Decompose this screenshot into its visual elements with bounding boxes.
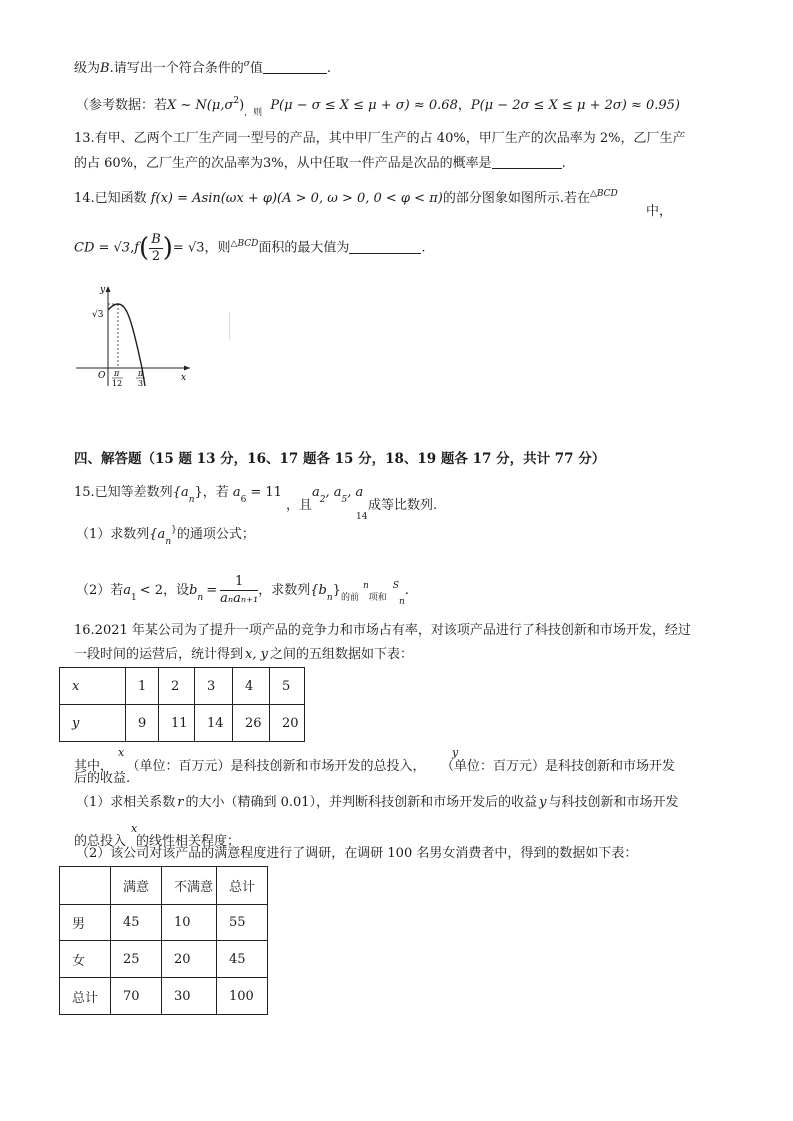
q16-text: （单位：百万元）是科技创新和市场开发的总投入， [133, 759, 426, 774]
table-cell: 55 [217, 905, 268, 941]
table-cell: 3 [195, 668, 233, 705]
table-row [60, 705, 305, 742]
q15-term-sub: 2 [319, 495, 326, 505]
section4-title: 四、解答题（15 题 13 分，16、17 题各 15 分，18、19 题各 17 分，共计 77 分） [74, 451, 606, 467]
q16-vars: x, y [245, 647, 268, 662]
q13-line1: 13.有甲、乙两个工厂生产同一型号的产品，其中甲厂生产的占 40%，甲厂生产的次品率为 2%，乙厂生产 [74, 131, 686, 146]
q16-line1: 16.2021 年某公司为了提升一项产品的竞争力和市场占有率，对该项产品进行了科技创新和市场开发，经过 [74, 623, 691, 638]
q12-ref-text: （参考数据：若 [76, 98, 168, 113]
q15-p2-S-sub: n [398, 597, 405, 607]
q12-ref-sup: 2 [233, 96, 240, 106]
q12-ref-dist: X ~ N(μ,σ [167, 98, 234, 113]
q12-answer-blank [263, 60, 327, 74]
table-cell: 100 [217, 978, 268, 1015]
sine-graph [68, 282, 198, 392]
q12-ref-p1: P(μ − σ ≤ X ≤ μ + σ) ≈ 0.68 [270, 98, 458, 113]
graph-x-label: x [181, 373, 187, 383]
q15-p2-seq-close: } [332, 583, 341, 598]
q12-ref-comma: ， [457, 98, 471, 113]
q16-p1-r: r [177, 795, 184, 810]
q15-p1-seq: {a [149, 527, 166, 542]
q15-part1 [76, 526, 255, 545]
table-header-row [60, 867, 268, 905]
q15-seq-sub: n [188, 495, 195, 505]
table-cell: 总计 [60, 978, 111, 1015]
q14-cd: CD = √3 [74, 240, 131, 256]
q13-text: 的占 60%，乙厂生产的次品率为 [74, 156, 264, 171]
q14-frac-num: B [151, 231, 161, 247]
q16-desc-x: x [118, 746, 125, 759]
table-cell: 9 [126, 705, 159, 742]
q15-a6: a [232, 485, 241, 500]
q12-var-b: B [100, 61, 110, 76]
table-cell: 男 [60, 905, 111, 941]
xy-data-table [59, 667, 305, 742]
q14-text: 14.已知函数 [74, 191, 147, 206]
graph-tick1-num: π [114, 369, 120, 378]
table-row [60, 941, 268, 978]
table-cell: 11 [159, 705, 195, 742]
q14-triangle-label2: △BCD [230, 238, 259, 249]
q15-text: 15.已知等差数列 [74, 485, 173, 500]
q15-p2-text: 项和 [368, 593, 387, 603]
q12-sigma: σ [243, 59, 250, 69]
table-cell: 2 [159, 668, 195, 705]
table-cell: 25 [111, 941, 162, 978]
q16-desc-y: y [452, 746, 459, 759]
table-cell: 1 [126, 668, 159, 705]
q15-p1-text: 的通项公式； [176, 527, 255, 542]
q14-f: f [134, 240, 140, 256]
table-row [60, 978, 268, 1015]
q14-comma: , [130, 240, 135, 256]
q15-term-a: a [312, 485, 320, 500]
table-cell: 20 [162, 941, 217, 978]
q15-p2-period: . [404, 583, 409, 598]
q15-term-a: , a [347, 485, 364, 500]
q16-p1-text: 的总投入 [74, 834, 127, 849]
table-cell-label: y [60, 705, 126, 742]
q16-p1-text: 的线性相关程度； [136, 834, 241, 849]
q15-term-a: , a [325, 485, 342, 500]
q16-text: 其中， [74, 759, 114, 774]
q16-text: 一段时间的运营后，统计得到 [74, 647, 244, 662]
x-axis-arrow [184, 366, 190, 371]
q13-text: ，从中任取一件产品是次品的概率是 [283, 156, 492, 171]
q13-answer-blank [492, 155, 562, 169]
q15-p2-eq: = [206, 583, 218, 598]
q12-text: 级为 [74, 61, 101, 76]
q14-line2 [74, 228, 426, 270]
table-cell: 14 [195, 705, 233, 742]
q15-p2-frac-den: aₙaₙ₊₁ [220, 591, 259, 606]
q15-p1-text: （1）求数列 [76, 527, 150, 542]
q14-function: f(x) = Asin(ωx + φ)(A > 0, ω > 0, 0 < φ < π) [150, 191, 443, 206]
q16-p1-text: 与科技创新和市场开发 [548, 795, 679, 810]
table-cell: 45 [111, 905, 162, 941]
graph-tick2-num: π [138, 369, 144, 378]
table-header-cell [60, 867, 111, 905]
table-cell: 10 [162, 905, 217, 941]
q14-answer-blank [349, 240, 421, 254]
q12-ref-p2: P(μ − 2σ ≤ X ≤ μ + 2σ) ≈ 0.95) [470, 98, 680, 113]
q15-p2-text: （2）若 [76, 583, 124, 598]
table-header-cell: 总计 [217, 867, 268, 905]
q15-p2-bn: b [189, 583, 198, 598]
q15-a6-val: = 11 [250, 485, 282, 500]
q15-term-sub: 5 [341, 495, 348, 505]
q14-text: 面积的最大值为 [258, 240, 350, 256]
q14-paren-right: ) [162, 233, 173, 263]
q16-line2 [74, 646, 413, 664]
table-cell: 45 [217, 941, 268, 978]
q15-text-qie: ，且 [286, 498, 313, 513]
table-cell: 4 [233, 668, 270, 705]
graph-tick1-den: 12 [112, 379, 123, 388]
q13-period: . [561, 156, 566, 171]
table-header-cell: 不满意 [162, 867, 217, 905]
table-cell: 5 [270, 668, 305, 705]
q15-term-sub14: 14 [356, 512, 368, 522]
q16-text: （单位：百万元）是科技创新和市场开发 [447, 759, 676, 774]
q14-line1 [74, 190, 618, 209]
q16-p1-text: 的大小（精确到 0.01），并判断科技创新和市场开发后的收益 [185, 795, 538, 810]
q15-a6-sub: 6 [240, 495, 247, 505]
q15-p1-sub: n [165, 537, 172, 547]
q16-p1-x: x [131, 822, 138, 835]
table-cell: 20 [270, 705, 305, 742]
q15-stem [74, 484, 282, 503]
table-row [60, 905, 268, 941]
table-cell: 70 [111, 978, 162, 1015]
table-cell: 女 [60, 941, 111, 978]
q16-desc-line1 [74, 758, 675, 776]
q16-p1-y: y [539, 795, 547, 810]
q15-p2-seq: {b [310, 583, 327, 598]
q12-ref-close: ) [239, 98, 245, 113]
q15-p2-frac-num: 1 [220, 574, 258, 591]
table-cell: 30 [162, 978, 217, 1015]
q16-part2: （2）该公司对该产品的满意程度进行了调研，在调研 100 名男女消费者中，得到的数据如下表： [76, 846, 638, 861]
q14-frac-den: 2 [151, 248, 161, 264]
q15-p2-n: n [362, 581, 369, 591]
q15-text: 成等比数列. [368, 498, 438, 513]
table-cell: 26 [233, 705, 270, 742]
graph-y-label: y [100, 285, 106, 295]
q15-seq-close: } [194, 485, 203, 500]
q15-p2-text: 的前 [340, 593, 359, 603]
q15-p2-bn-sub: n [197, 593, 204, 603]
q15-part2 [76, 573, 409, 610]
q15-text: ，若 [202, 485, 229, 500]
q12-period: . [326, 61, 332, 76]
q15-p2-seq-sub: n [326, 593, 333, 603]
q14-then: ，则 [204, 240, 231, 256]
graph-tick2-den: 3 [138, 379, 144, 388]
q15-terms [312, 484, 363, 503]
q13-line2 [74, 155, 566, 173]
q14-period: . [421, 240, 426, 256]
q15-p2-a1: a [123, 583, 132, 598]
q16-text: 之间的五组数据如下表： [269, 647, 413, 662]
table-cell-label: x [60, 668, 126, 705]
q15-p1-close: } [171, 525, 177, 535]
q15-p2-S: S [392, 581, 399, 591]
table-row [60, 668, 305, 705]
q12-text: 值 [249, 61, 263, 76]
q14-paren-left: ( [139, 233, 150, 263]
q14-fraction [149, 232, 163, 265]
q16-desc-line2: 后的收益. [74, 771, 131, 786]
q14-text: 的部分图象如图所示.若在 [442, 191, 590, 206]
q14-text-zhong: 中， [646, 204, 673, 219]
q15-p2-cond: < 2 [139, 583, 164, 598]
q13-rate: 3% [263, 156, 284, 171]
q14-triangle-label: △BCD [589, 189, 618, 199]
q16-p1-text: （1）求相关系数 [76, 795, 176, 810]
q16-part1-line1 [76, 794, 678, 812]
table-header-cell: 满意 [111, 867, 162, 905]
y-axis-arrow [106, 286, 111, 292]
divider-mark [229, 312, 230, 340]
q12-reference-line [76, 97, 680, 116]
q15-p2-text: ，求数列 [258, 583, 311, 598]
q12-tail-line [74, 60, 331, 79]
q15-p2-fraction [220, 574, 258, 607]
q15-seq: {a [172, 485, 189, 500]
q15-p2-a1-sub: 1 [131, 593, 137, 603]
graph-peak-label: √3 [92, 310, 104, 320]
q12-ref-then: ，则 [244, 108, 263, 118]
q14-eq: = √3 [172, 240, 205, 256]
q15-p2-text: ，设 [163, 583, 190, 598]
survey-table [59, 866, 268, 1015]
graph-origin-label: O [98, 371, 106, 381]
q12-text: .请写出一个符合条件的 [109, 61, 244, 76]
